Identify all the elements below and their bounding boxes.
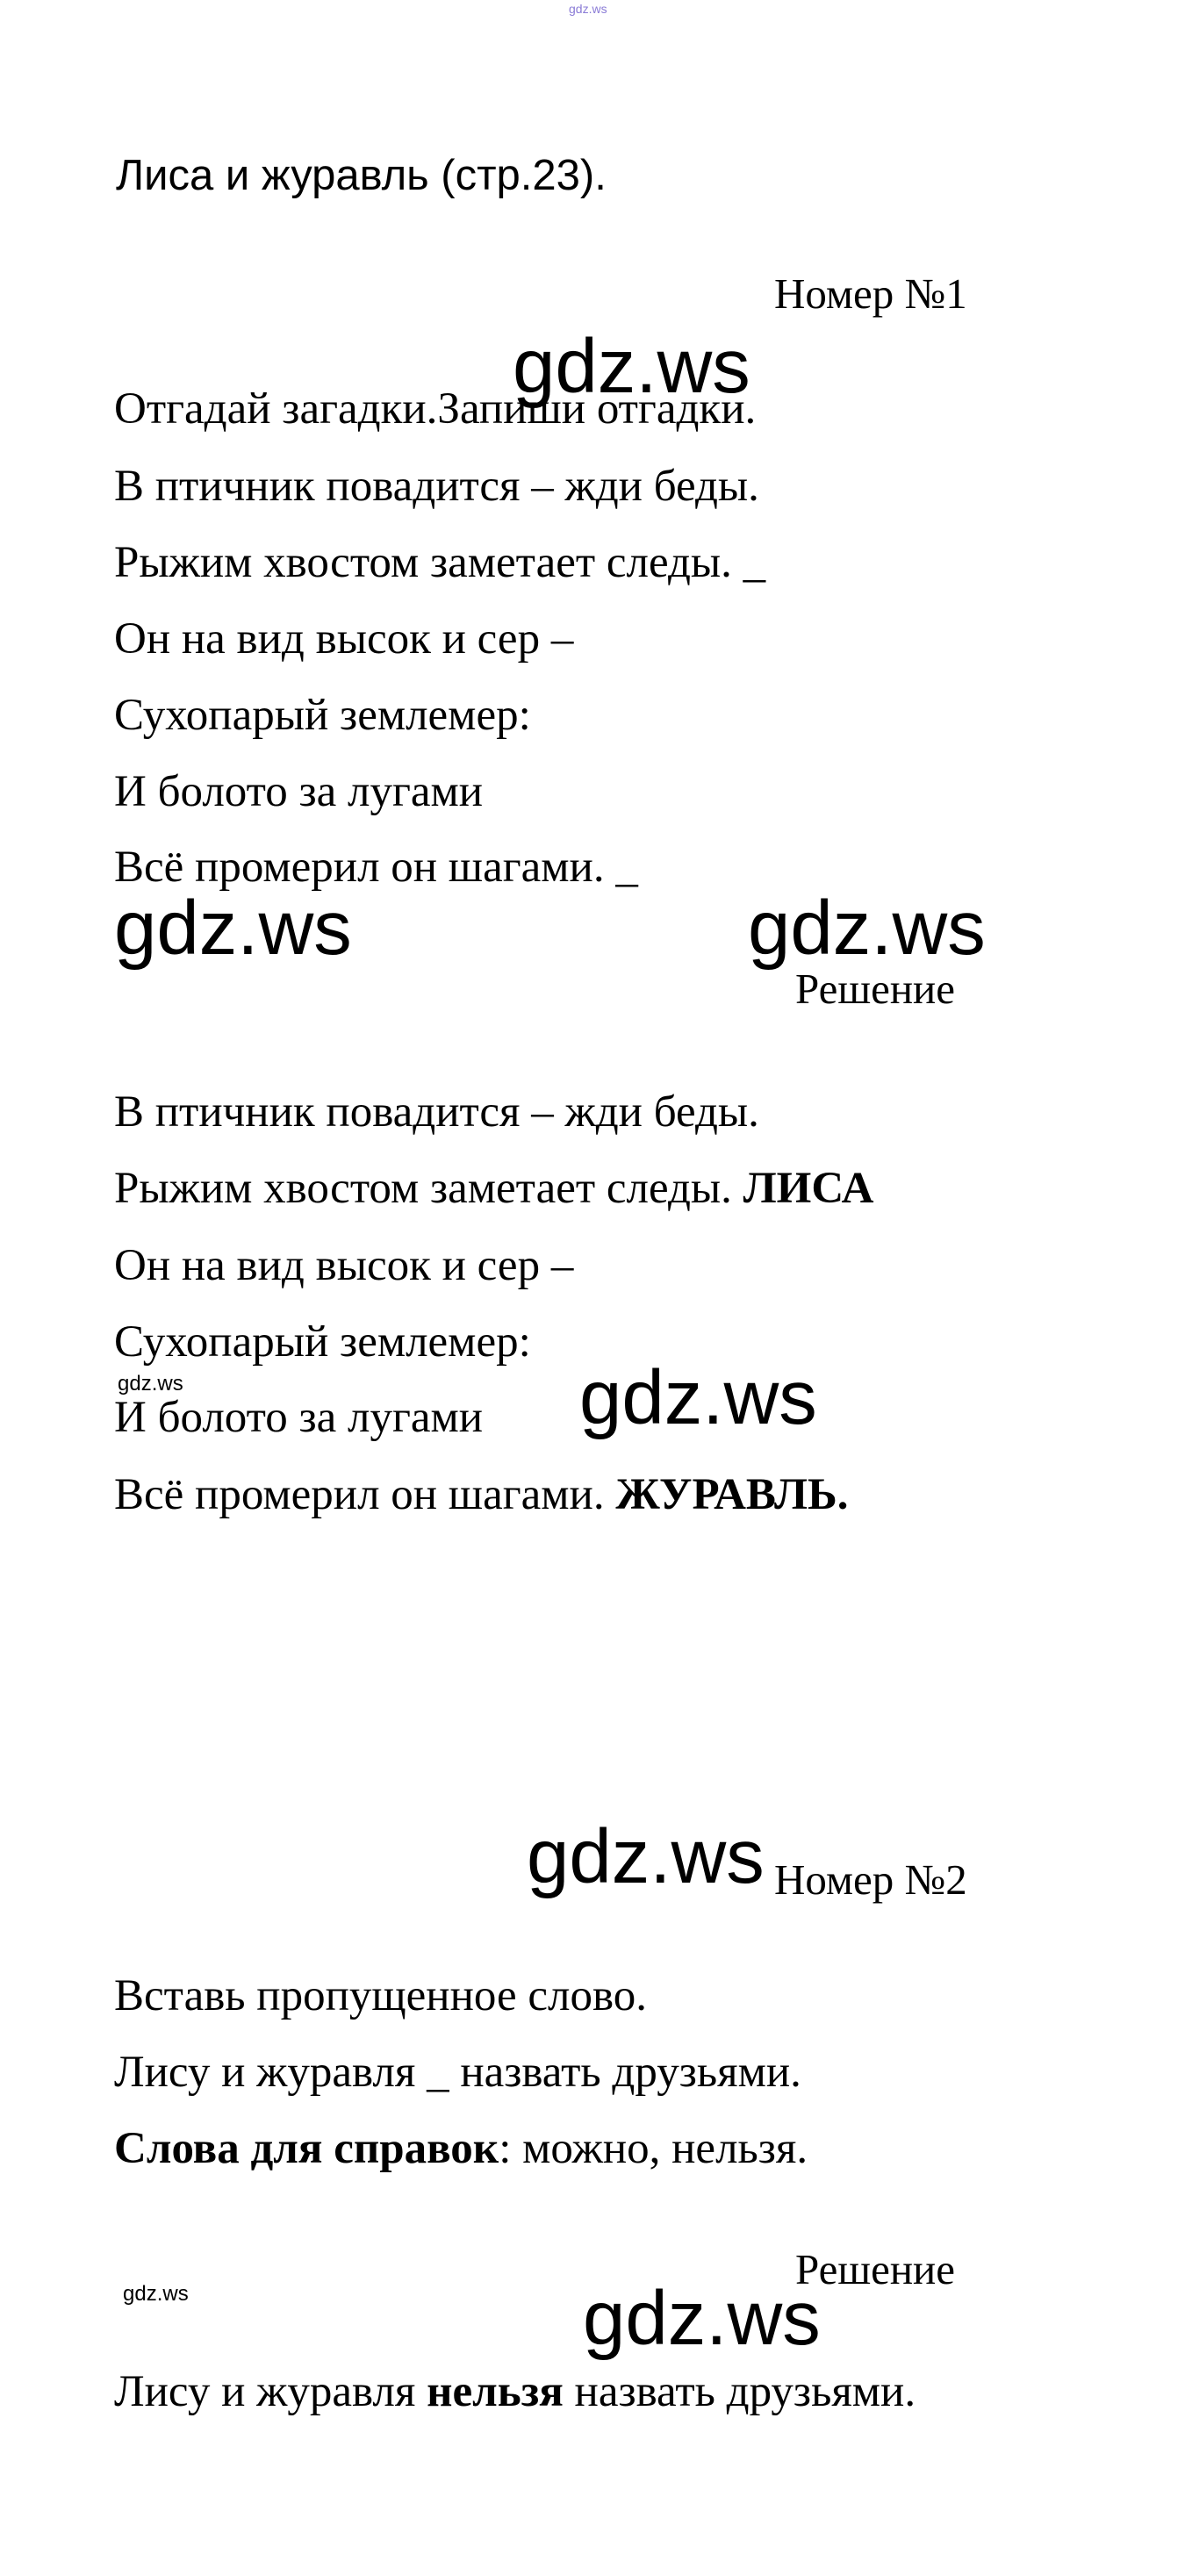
solution-line: Сухопарый землемер:	[114, 1317, 531, 1367]
task1-solution-label: Решение	[795, 965, 956, 1013]
solution-line	[114, 1468, 848, 1521]
hint-label: Слова для справок	[114, 2124, 499, 2173]
task2-solution-label: Решение	[795, 2245, 956, 2293]
answer-crane: ЖУРАВЛЬ.	[615, 1470, 849, 1519]
watermark: gdz.ws	[114, 886, 352, 971]
solution-line-text: Рыжим хвостом заметает следы.	[114, 1164, 743, 1213]
task1-line: В птичник повадится – жди беды.	[114, 462, 759, 511]
solution-line: И болото за лугами	[114, 1393, 484, 1442]
task1-line: Он на вид высок и сер –	[114, 614, 574, 664]
solution-line	[114, 1162, 873, 1215]
solution-line: В птичник повадится – жди беды.	[114, 1087, 759, 1137]
watermark: gdz.ws	[748, 886, 986, 971]
solution-text: Лису и журавля	[114, 2367, 427, 2416]
answer-word: нельзя	[427, 2367, 564, 2416]
watermark: gdz.ws	[513, 324, 750, 409]
task1-line: Сухопарый землемер:	[114, 691, 531, 740]
task1-line: Рыжим хвостом заметает следы. _	[114, 538, 766, 587]
watermark: gdz.ws	[527, 1814, 765, 1899]
watermark-top: gdz.ws	[569, 2, 607, 16]
answer-fox: ЛИСА	[743, 1164, 874, 1213]
solution-text: назвать друзьями.	[563, 2367, 916, 2416]
task2-instruction: Вставь пропущенное слово.	[114, 1971, 647, 2020]
page-title: Лиса и журавль (стр.23).	[116, 152, 607, 199]
solution-line: Он на вид высок и сер –	[114, 1241, 574, 1290]
task1-number: Номер №1	[774, 269, 967, 318]
task1-line: Всё промерил он шагами. _	[114, 843, 638, 892]
task2-solution	[114, 2365, 916, 2418]
watermark: gdz.ws	[583, 2276, 821, 2361]
task1-instruction: Отгадай загадки.Запиши отгадки.	[114, 384, 757, 434]
watermark-small: gdz.ws	[118, 1372, 183, 1396]
hint-words: : можно, нельзя.	[499, 2124, 808, 2173]
task2-sentence: Лису и журавля _ назвать друзьями.	[114, 2048, 801, 2097]
solution-line-text: Всё промерил он шагами.	[114, 1470, 616, 1519]
task1-line: И болото за лугами	[114, 767, 484, 816]
task2-number: Номер №2	[774, 1855, 967, 1904]
task2-hint	[114, 2122, 808, 2175]
watermark: gdz.ws	[579, 1355, 817, 1440]
watermark-small: gdz.ws	[123, 2282, 189, 2306]
